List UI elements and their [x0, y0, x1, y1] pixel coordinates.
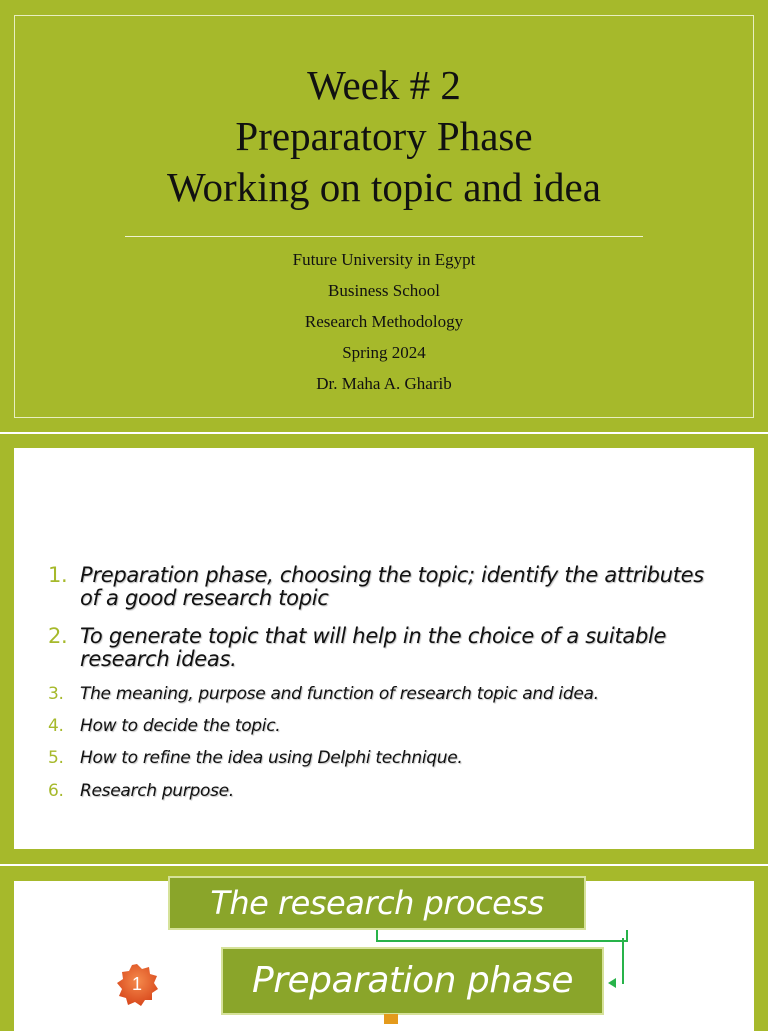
- objective-number: 2.: [48, 624, 68, 648]
- slide-title: [0, 0, 768, 432]
- info-term: Spring 2024: [342, 343, 426, 362]
- objective-text: Research purpose.: [80, 781, 234, 801]
- objective-number: 1.: [48, 563, 68, 587]
- objective-number: 4.: [48, 716, 64, 736]
- title-divider: [125, 236, 643, 237]
- objective-text: Preparation phase, choosing the topic; identify the attributes of a good research topic: [80, 563, 704, 610]
- step-badge: [114, 962, 160, 1008]
- objective-text: How to decide the topic.: [80, 716, 281, 736]
- objective-text: The meaning, purpose and function of research topic and idea.: [80, 684, 599, 704]
- objective-number: 5.: [48, 748, 64, 768]
- objective-item: [48, 781, 720, 801]
- objective-item: [48, 716, 720, 736]
- objective-item: [48, 625, 720, 671]
- title-line-2: Preparatory Phase: [235, 113, 533, 159]
- info-university: Future University in Egypt: [292, 250, 476, 269]
- objective-text: To generate topic that will help in the choice of a suitable research ideas.: [80, 624, 667, 671]
- research-process-box: The research process: [168, 876, 586, 930]
- info-course: Research Methodology: [304, 312, 464, 331]
- connector-arrow-icon: [608, 978, 616, 988]
- down-arrow-icon: [384, 1014, 398, 1024]
- title-line-1: Week # 2: [307, 62, 461, 108]
- objective-text: How to refine the idea using Delphi technique.: [80, 748, 463, 768]
- info-school: Business School: [328, 281, 440, 300]
- info-instructor: Dr. Maha A. Gharib: [316, 374, 452, 393]
- objective-number: 3.: [48, 684, 64, 704]
- badge-number: 1: [131, 974, 142, 994]
- course-info: [0, 244, 768, 399]
- preparation-phase-box: Preparation phase: [221, 947, 604, 1015]
- title-line-3: Working on topic and idea: [167, 164, 601, 210]
- slide-title-text: [0, 60, 768, 213]
- connector-drop: [622, 938, 624, 984]
- objective-item: [48, 684, 720, 704]
- objective-item: [48, 564, 720, 610]
- objective-item: [48, 748, 720, 768]
- connector-line: [376, 930, 628, 942]
- objective-number: 6.: [48, 781, 64, 801]
